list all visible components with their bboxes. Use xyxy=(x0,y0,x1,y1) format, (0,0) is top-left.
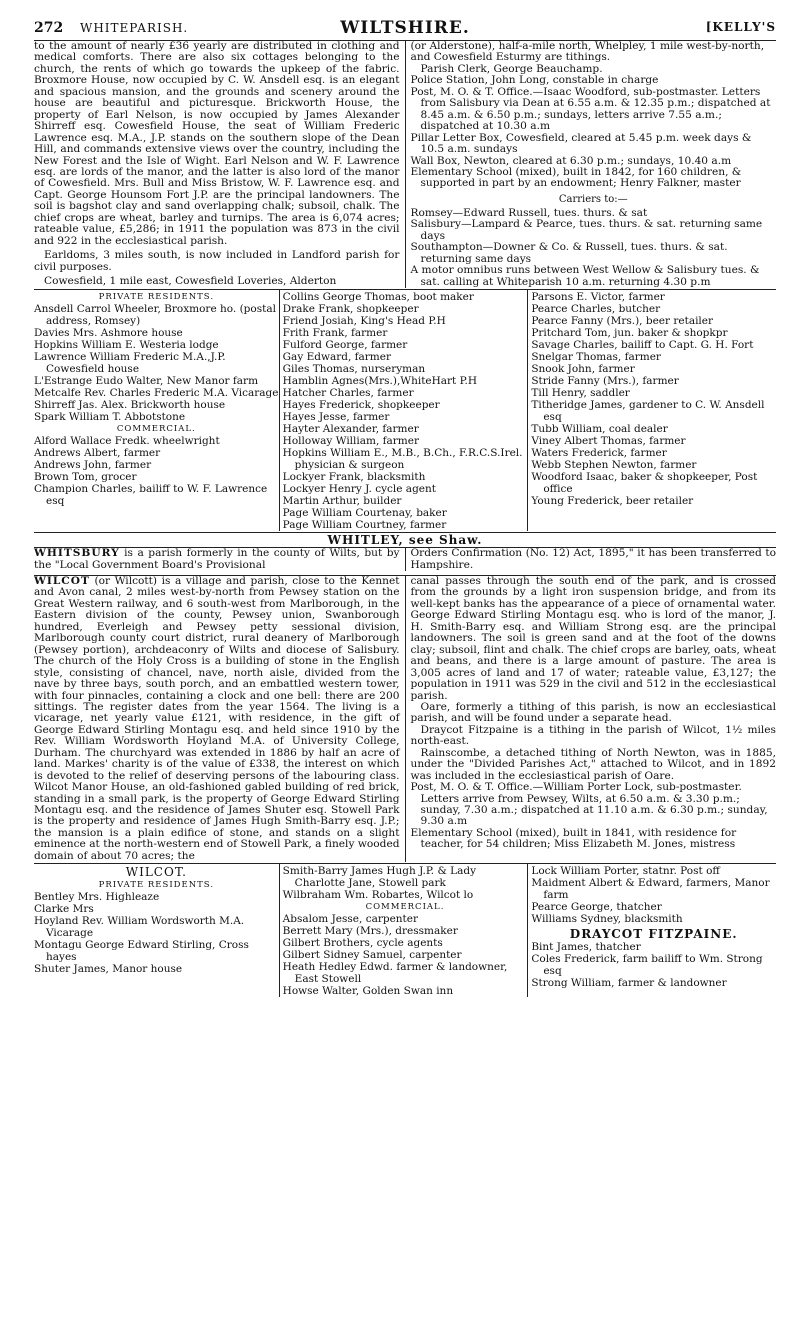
directory-entry: Howse Walter, Golden Swan inn xyxy=(282,985,454,998)
directory-entry: Brown Tom, grocer xyxy=(34,471,137,484)
carrier-entry: Romsey—Edward Russell, tues. thurs. & sat xyxy=(410,206,648,219)
paragraph: (or Alderstone), half-a-mile north, Whelpley, 1 mile west-by-north, and Cowesfield Esturmy are tithings. xyxy=(410,40,765,64)
whitsbury-left xyxy=(34,548,400,571)
directory-entry: Ansdell Carrol Wheeler, Broxmore ho. (postal address, Romsey) xyxy=(34,303,276,328)
column-rule xyxy=(405,548,406,571)
directory-entry: Titheridge James, gardener to C. W. Ansdell esq xyxy=(531,399,765,424)
directory-entry: Tubb William, coal dealer xyxy=(531,423,668,436)
page-header xyxy=(34,18,776,41)
commercial-heading: COMMERCIAL. xyxy=(116,424,196,435)
directory-entry: Page William Courtney, farmer xyxy=(282,519,447,532)
directory-entry: Young Frederick, beer retailer xyxy=(531,495,694,508)
directory-entry: Montagu George Edward Stirling, Cross hayes xyxy=(34,939,249,964)
directory-entry: Spark William T. Abbotstone xyxy=(34,411,186,424)
directory-entry: Bint James, thatcher xyxy=(531,941,641,954)
directory-entry: Gilbert Sidney Samuel, carpenter xyxy=(282,949,462,962)
commercial-heading: COMMERCIAL. xyxy=(365,902,445,913)
directory-entry: Heath Hedley Edwd. farmer & landowner, East Stowell xyxy=(282,961,508,986)
whitsbury-text xyxy=(34,548,776,571)
directory-entry: Lockyer Frank, blacksmith xyxy=(282,471,426,484)
whiteparish-text xyxy=(34,41,776,288)
directory-entry: Viney Albert Thomas, farmer xyxy=(531,435,686,448)
entry: Post, M. O. & T. Office.—Isaac Woodford, sub-postmaster. Letters from Salisbury via Dean at 6.55 a.m. & 12.35 p.m.; dispatched at 8.45 a.m. & 6.50 p.m.; sundays, letters arrive 7.55 a.m.; dispatched at 10.30 a.m xyxy=(410,85,771,133)
directory-entry: Fulford George, farmer xyxy=(282,339,408,352)
directory-column-1 xyxy=(34,290,279,531)
directory-entry: Andrews Albert, farmer xyxy=(34,447,161,460)
carrier-entry: Southampton—Downer & Co. & Russell, tues. thurs. & sat. returning same days xyxy=(410,241,728,265)
directory-entry: Gilbert Brothers, cycle agents xyxy=(282,937,443,950)
directory-entry: Berrett Mary (Mrs.), dressmaker xyxy=(282,925,458,938)
wilcot-right xyxy=(411,576,777,862)
directory-entry: Lock William Porter, statnr. Post off xyxy=(531,865,720,878)
directory-entry: Alford Wallace Fredk. wheelwright xyxy=(34,435,220,448)
directory-entry: Lockyer Henry J. cycle agent xyxy=(282,483,436,496)
directory-entry: Snook John, farmer xyxy=(531,363,635,376)
directory-entry: Webb Stephen Newton, farmer xyxy=(531,459,697,472)
directory-entry: Parsons E. Victor, farmer xyxy=(531,291,665,304)
whiteparish-left-column xyxy=(34,41,400,288)
directory-entry: Hatcher Charles, farmer xyxy=(282,387,414,400)
directory-column-1 xyxy=(34,864,279,997)
paragraph: Earldoms, 3 miles south, is now included in Landford parish for civil purposes. xyxy=(34,249,400,273)
directory-entry: Andrews John, farmer xyxy=(34,459,152,472)
directory-entry: Shuter James, Manor house xyxy=(34,963,183,976)
directory-page xyxy=(34,18,776,997)
paragraph xyxy=(34,576,400,862)
column-rule xyxy=(405,41,406,288)
directory-entry: Frith Frank, farmer xyxy=(282,327,388,340)
directory-entry: Bentley Mrs. Highleaze xyxy=(34,891,160,904)
paragraph: to the amount of nearly £36 yearly are distributed in clothing and medical comforts. There are also six cottages belonging to the church, the rents of which go towards the upkeep of the fabric. Broxmore House, now occupied by C. W. Ansdell esq. is an elegant and spacious mansion, and the grounds and scenery around the house are beautiful and picturesque. Brickworth House, the property of Earl Nelson, is now occupied by James Alexander Shirreff esq. Cowesfield House, the seat of William Frederic Lawrence esq. M.A., J.P. stands on the southern slope of the Dean Hill, and commands extensive views over the country, including the New Forest and the Isle of Wight. Earl Nelson and W. F. Lawrence esq. are lords of the manor, and the latter is also lord of the manor of Cowesfield. Mrs. Bull and Miss Bristow, W. F. Lawrence esq. and Capt. George Hounsom Fort J.P. are the principal landowners. The soil is bagshot clay and sand overlapping chalk; subsoil, chalk. The chief crops are wheat, barley and turnips. The area is 6,074 acres; rateable value, £5,286; in 1911 the population was 873 in the civil and 922 in the ecclesiastical parish. xyxy=(34,40,400,247)
county-title: WILTSHIRE. xyxy=(340,18,470,38)
paragraph: canal passes through the south end of the park, and is crossed from the grounds by a light iron suspension bridge, and from its well-kept banks has the appearance of a piece of ornamental water. George Edward Stirling Montagu esq. who is lord of the manor, J. H. Smith-Barry esq. and William Strong esq. are the principal landowners. The soil is green sand and at the foot of the downs clay; subsoil, flint and chalk. The chief crops are barley, oats, wheat and beans, and there is a large amount of pasture. The area is 3,005 acres of land and 17 of water; rateable value, £3,127; the population in 1911 was 529 in the civil and 512 in the ecclesiastical parish. xyxy=(410,574,776,702)
directory-entry: Martin Arthur, builder xyxy=(282,495,402,508)
directory-entry: Snelgar Thomas, farmer xyxy=(531,351,661,364)
wilcot-left-text: (or Wilcott) is a village and parish, close to the Kennet and Avon canal, 2 miles west-by-north from Pewsey station on the Great Western railway, and 6 south-west from Marlborough, in the Eastern division of the county, Pewsey union, Swanborough hundred, Everleigh and Pewsey petty sessional division, Marlborough county court district, rural deanery of Marlborough (Pewsey portion), archdeaconry of Wilts and diocese of Salisbury. The church of the Holy Cross is a building of stone in the English style, consisting of chancel, nave, north aisle, divided from the nave by three bays, south porch, and an embattled western tower, with four pinnacles, containing a clock and one bell: there are 200 sittings. The register dates from the year 1564. The living is a vicarage, net yearly value £121, with residence, in the gift of George Edward Stirling Montagu esq. and held since 1910 by the Rev. William Wordsworth Hoyland M.A. of University College, Durham. The churchyard was extended in 1886 by half an acre of land. Markes' charity is of the value of £338, the interest on which is devoted to the relief of deserving persons of the labouring class. Wilcot Manor House, an old-fashioned gabled building of red brick, standing in a small park, is the property of George Edward Stirling Montagu esq. and the residence of James Shuter esq. Stowell Park is the property and residence of James Hugh Smith-Barry esq. J.P.; the mansion is a plain edifice of stone, and stands on a slight eminence at the north-western end of Stowell Park, a finely wooded domain of about 70 acres; the xyxy=(34,574,400,862)
directory-entry: Hayter Alexander, farmer xyxy=(282,423,419,436)
directory-entry: Clarke Mrs xyxy=(34,903,94,916)
wilcot-directory xyxy=(34,863,776,997)
wilcot-name: WILCOT xyxy=(34,574,90,587)
directory-entry: Hayes Jesse, farmer xyxy=(282,411,390,424)
running-place: WHITEPARISH. xyxy=(80,21,189,35)
parish-clerk: Parish Clerk, George Beauchamp. xyxy=(420,62,603,75)
entry: Post, M. O. & T. Office.—William Porter Lock, sub-postmaster. Letters arrive from Pewsey, Wilts, at 6.50 a.m. & 3.30 p.m.; sunday, 7.30 a.m.; dispatched at 11.10 a.m. & 6.30 p.m.; sunday, 9.30 a.m xyxy=(410,781,768,828)
directory-entry: Champion Charles, bailiff to W. F. Lawrence esq xyxy=(34,483,268,508)
paragraph: Orders Confirmation (No. 12) Act, 1895," it has been transferred to Hampshire. xyxy=(410,547,776,571)
directory-column-3 xyxy=(527,290,776,531)
entry: Wall Box, Newton, cleared at 6.30 p.m.; sundays, 10.40 a.m xyxy=(410,154,732,167)
paragraph xyxy=(34,548,400,571)
wilcot-text xyxy=(34,576,776,862)
directory-entry: Hopkins William E., M.B., B.Ch., F.R.C.S.Irel. physician & surgeon xyxy=(282,447,523,472)
directory-entry: Till Henry, saddler xyxy=(531,387,630,400)
entry: Elementary School (mixed), built in 1841, with residence for teacher, for 54 children; Miss Elizabeth M. Jones, mistress xyxy=(410,826,737,851)
directory-entry: Hamblin Agnes(Mrs.),WhiteHart P.H xyxy=(282,375,478,388)
paragraph: Cowesfield, 1 mile east, Cowesfield Loveries, Alderton xyxy=(44,275,337,288)
directory-entry: Maidment Albert & Edward, farmers, Manor farm xyxy=(531,877,770,902)
directory-entry: Metcalfe Rev. Charles Frederic M.A. Vicarage xyxy=(34,387,279,400)
draycot-fitzpaine-heading: DRAYCOT FITZPAINE. xyxy=(569,927,738,942)
directory-entry: Hoyland Rev. William Wordsworth M.A. Vicarage xyxy=(34,915,245,940)
directory-column-2 xyxy=(279,864,528,997)
carrier-entry: Salisbury—Lampard & Pearce, tues. thurs. & sat. returning same days xyxy=(410,218,763,242)
paragraph: Oare, formerly a tithing of this parish, is now an ecclesiastical parish, and will be found under a separate head. xyxy=(410,700,776,725)
directory-entry: Wilbraham Wm. Robartes, Wilcot lo xyxy=(282,889,474,902)
entry: Police Station, John Long, constable in charge xyxy=(410,74,659,87)
directory-entry: Holloway William, farmer xyxy=(282,435,419,448)
directory-entry: Pritchard Tom, jun. baker & shopkpr xyxy=(531,327,728,340)
directory-entry: Hopkins William E. Westeria lodge xyxy=(34,339,219,352)
directory-entry: Collins George Thomas, boot maker xyxy=(282,291,474,304)
whiteparish-right-column xyxy=(411,41,777,288)
directory-column-3 xyxy=(527,864,776,997)
whitsbury-left-text: is a parish formerly in the county of Wilts, but by the "Local Government Board's Provisional xyxy=(34,547,400,571)
directory-entry: Woodford Isaac, baker & shopkeeper, Post office xyxy=(531,471,758,496)
whitsbury-right xyxy=(411,548,777,571)
directory-entry: Pearce Charles, butcher xyxy=(531,303,661,316)
directory-entry: Page William Courtenay, baker xyxy=(282,507,447,520)
whiteparish-directory xyxy=(34,289,776,531)
directory-entry: Coles Frederick, farm bailiff to Wm. Strong esq xyxy=(531,953,763,978)
directory-entry: L'Estrange Eudo Walter, New Manor farm xyxy=(34,375,259,388)
publisher-mark: [KELLY'S xyxy=(705,20,776,34)
carriers-heading: Carriers to:— xyxy=(558,193,628,205)
directory-entry: Pearce George, thatcher xyxy=(531,901,662,914)
directory-entry: Williams Sydney, blacksmith xyxy=(531,913,683,926)
directory-entry: Davies Mrs. Ashmore house xyxy=(34,327,183,340)
directory-entry: Lawrence William Frederic M.A.,J.P. Cowesfield house xyxy=(34,351,226,376)
directory-entry: Friend Josiah, King's Head P.H xyxy=(282,315,446,328)
paragraph: Rainscombe, a detached tithing of North Newton, was in 1885, under the "Divided Parishes Act," attached to Wilcot, and in 1892 was included in the ecclesiastical parish of Oare. xyxy=(410,746,776,782)
directory-entry: Shirreff Jas. Alex. Brickworth house xyxy=(34,399,226,412)
directory-entry: Savage Charles, bailiff to Capt. G. H. Fort xyxy=(531,339,754,352)
private-residents-heading: PRIVATE RESIDENTS. xyxy=(98,880,215,891)
directory-entry: Waters Frederick, farmer xyxy=(531,447,667,460)
directory-entry: Giles Thomas, nurseryman xyxy=(282,363,426,376)
directory-entry: Gay Edward, farmer xyxy=(282,351,391,364)
directory-entry: Drake Frank, shopkeeper xyxy=(282,303,419,316)
whitley-cross-reference: WHITLEY, see Shaw. xyxy=(34,532,776,548)
whitsbury-name: WHITSBURY xyxy=(34,547,120,560)
directory-entry: Smith-Barry James Hugh J.P. & Lady Charlotte Jane, Stowell park xyxy=(282,865,477,890)
directory-entry: Pearce Fanny (Mrs.), beer retailer xyxy=(531,315,714,328)
directory-entry: Hayes Frederick, shopkeeper xyxy=(282,399,440,412)
entry: Pillar Letter Box, Cowesfield, cleared at 5.45 p.m. week days & 10.5 a.m. sundays xyxy=(410,131,752,156)
directory-entry: Stride Fanny (Mrs.), farmer xyxy=(531,375,679,388)
wilcot-directory-heading: WILCOT. xyxy=(125,865,187,880)
directory-entry: Strong William, farmer & landowner xyxy=(531,977,727,990)
private-residents-heading: PRIVATE RESIDENTS. xyxy=(98,292,215,303)
directory-column-2 xyxy=(279,290,528,531)
paragraph: Draycot Fitzpaine is a tithing in the parish of Wilcot, 1½ miles north-east. xyxy=(410,723,776,748)
directory-entry: Absalom Jesse, carpenter xyxy=(282,913,418,926)
wilcot-left xyxy=(34,576,400,862)
column-rule xyxy=(405,576,406,862)
entry: Elementary School (mixed), built in 1842, for 160 children, & supported in part by an endowment; Henry Falkner, master xyxy=(410,165,742,190)
carrier-entry: A motor omnibus runs between West Wellow & Salisbury tues. & sat. calling at Whiteparish 10 a.m. returning 4.30 p.m xyxy=(410,264,760,288)
page-number: 272 xyxy=(34,20,64,36)
